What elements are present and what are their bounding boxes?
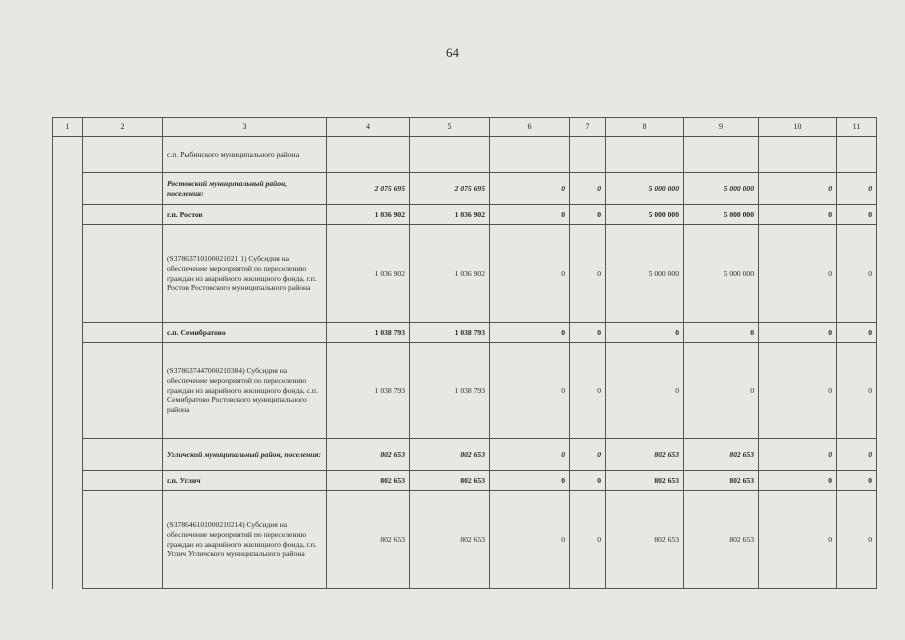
empty-cell (53, 173, 83, 205)
value-cell-col-4: 1 038 793 (327, 343, 410, 439)
column-header: 10 (759, 118, 837, 137)
value-cell-col-9: 5 000 000 (684, 205, 759, 225)
value-cell-col-7: 0 (570, 439, 606, 471)
column-header: 5 (410, 118, 490, 137)
empty-cell (53, 225, 83, 323)
value-cell-col-5 (410, 137, 490, 173)
empty-cell (53, 137, 83, 173)
value-cell-col-7 (570, 137, 606, 173)
value-cell-col-11: 0 (837, 471, 877, 491)
value-cell-col-10 (759, 137, 837, 173)
value-cell-col-7: 0 (570, 205, 606, 225)
empty-cell (83, 323, 163, 343)
row-name-cell: с.п. Семибратово (163, 323, 327, 343)
value-cell-col-7: 0 (570, 173, 606, 205)
value-cell-col-10: 0 (759, 323, 837, 343)
value-cell-col-11: 0 (837, 323, 877, 343)
value-cell-col-8: 802 653 (606, 439, 684, 471)
value-cell-col-8: 802 653 (606, 471, 684, 491)
table-header-row (53, 118, 877, 137)
row-name-cell: г.п. Углич (163, 471, 327, 491)
empty-cell (83, 205, 163, 225)
value-cell-col-9 (684, 137, 759, 173)
value-cell-col-4 (327, 137, 410, 173)
value-cell-col-6 (490, 137, 570, 173)
value-cell-col-4: 802 653 (327, 491, 410, 589)
row-name-cell: Ростовский муниципальный район, поселения: (163, 173, 327, 205)
value-cell-col-8: 5 000 000 (606, 205, 684, 225)
value-cell-col-9: 5 000 000 (684, 173, 759, 205)
value-cell-col-5: 2 075 695 (410, 173, 490, 205)
table-body (53, 118, 877, 589)
value-cell-col-5: 1 036 902 (410, 205, 490, 225)
value-cell-col-4: 1 036 902 (327, 205, 410, 225)
empty-cell (83, 491, 163, 589)
column-header: 9 (684, 118, 759, 137)
value-cell-col-7: 0 (570, 471, 606, 491)
value-cell-col-11: 0 (837, 439, 877, 471)
value-cell-col-6: 0 (490, 225, 570, 323)
column-header: 1 (53, 118, 83, 137)
page-number: 64 (446, 45, 459, 60)
table-row (53, 323, 877, 343)
value-cell-col-10: 0 (759, 343, 837, 439)
empty-cell (53, 439, 83, 471)
value-cell-col-6: 0 (490, 323, 570, 343)
table-row (53, 439, 877, 471)
value-cell-col-9: 5 000 000 (684, 225, 759, 323)
value-cell-col-5: 1 036 902 (410, 225, 490, 323)
empty-cell (53, 471, 83, 491)
value-cell-col-9: 802 653 (684, 439, 759, 471)
table-row (53, 491, 877, 589)
column-header: 3 (163, 118, 327, 137)
value-cell-col-7: 0 (570, 225, 606, 323)
value-cell-col-10: 0 (759, 491, 837, 589)
value-cell-col-5: 802 653 (410, 439, 490, 471)
value-cell-col-11: 0 (837, 225, 877, 323)
value-cell-col-11: 0 (837, 343, 877, 439)
value-cell-col-5: 1 038 793 (410, 323, 490, 343)
table-row (53, 471, 877, 491)
value-cell-col-4: 1 036 902 (327, 225, 410, 323)
table-row (53, 173, 877, 205)
row-name-cell: с.п. Рыбинского муниципального района (163, 137, 327, 173)
column-header: 4 (327, 118, 410, 137)
value-cell-col-11: 0 (837, 491, 877, 589)
row-name-cell: (S378646101000210214) Субсидия на обеспечение мероприятий по переселению граждан из аварийного жилищного фонда, г.п. Углич Угличского муниципального района (163, 491, 327, 589)
value-cell-col-8: 0 (606, 323, 684, 343)
column-header: 11 (837, 118, 877, 137)
value-cell-col-6: 0 (490, 491, 570, 589)
value-cell-col-10: 0 (759, 225, 837, 323)
value-cell-col-4: 802 653 (327, 439, 410, 471)
value-cell-col-7: 0 (570, 491, 606, 589)
empty-cell (83, 137, 163, 173)
row-name-cell: г.п. Ростов (163, 205, 327, 225)
value-cell-col-11: 0 (837, 173, 877, 205)
value-cell-col-10: 0 (759, 439, 837, 471)
column-header: 7 (570, 118, 606, 137)
value-cell-col-11 (837, 137, 877, 173)
value-cell-col-4: 2 075 695 (327, 173, 410, 205)
row-name-cell: (S37863710100021021 1) Субсидия на обеспечение мероприятий по переселению граждан из аварийного жилищного фонда, г.п. Ростов Ростовского муниципального района (163, 225, 327, 323)
empty-cell (53, 343, 83, 439)
value-cell-col-9: 802 653 (684, 491, 759, 589)
value-cell-col-5: 802 653 (410, 491, 490, 589)
value-cell-col-4: 1 038 793 (327, 323, 410, 343)
value-cell-col-10: 0 (759, 205, 837, 225)
value-cell-col-7: 0 (570, 323, 606, 343)
value-cell-col-8: 802 653 (606, 491, 684, 589)
value-cell-col-10: 0 (759, 471, 837, 491)
value-cell-col-6: 0 (490, 471, 570, 491)
row-name-cell: (S378637447000210384) Субсидия на обеспечение мероприятий по переселению граждан из аварийного жилищного фонда, с.п. Семибратово Ростовского муниципального района (163, 343, 327, 439)
value-cell-col-5: 802 653 (410, 471, 490, 491)
value-cell-col-6: 0 (490, 439, 570, 471)
empty-cell (83, 173, 163, 205)
table-row (53, 205, 877, 225)
table-row (53, 137, 877, 173)
value-cell-col-6: 0 (490, 343, 570, 439)
empty-cell (53, 491, 83, 589)
value-cell-col-8: 5 000 000 (606, 173, 684, 205)
value-cell-col-10: 0 (759, 173, 837, 205)
column-header: 8 (606, 118, 684, 137)
value-cell-col-9: 802 653 (684, 471, 759, 491)
value-cell-col-5: 1 038 793 (410, 343, 490, 439)
value-cell-col-9: 0 (684, 323, 759, 343)
budget-table (52, 117, 877, 589)
value-cell-col-8: 0 (606, 343, 684, 439)
empty-cell (83, 471, 163, 491)
empty-cell (53, 323, 83, 343)
table-row (53, 343, 877, 439)
table-row (53, 225, 877, 323)
value-cell-col-7: 0 (570, 343, 606, 439)
empty-cell (83, 225, 163, 323)
value-cell-col-6: 0 (490, 205, 570, 225)
value-cell-col-9: 0 (684, 343, 759, 439)
empty-cell (83, 343, 163, 439)
empty-cell (83, 439, 163, 471)
empty-cell (53, 205, 83, 225)
value-cell-col-8 (606, 137, 684, 173)
value-cell-col-4: 802 653 (327, 471, 410, 491)
column-header: 6 (490, 118, 570, 137)
value-cell-col-6: 0 (490, 173, 570, 205)
value-cell-col-11: 0 (837, 205, 877, 225)
value-cell-col-8: 5 000 000 (606, 225, 684, 323)
column-header: 2 (83, 118, 163, 137)
row-name-cell: Угличский муниципальный район, поселения: (163, 439, 327, 471)
